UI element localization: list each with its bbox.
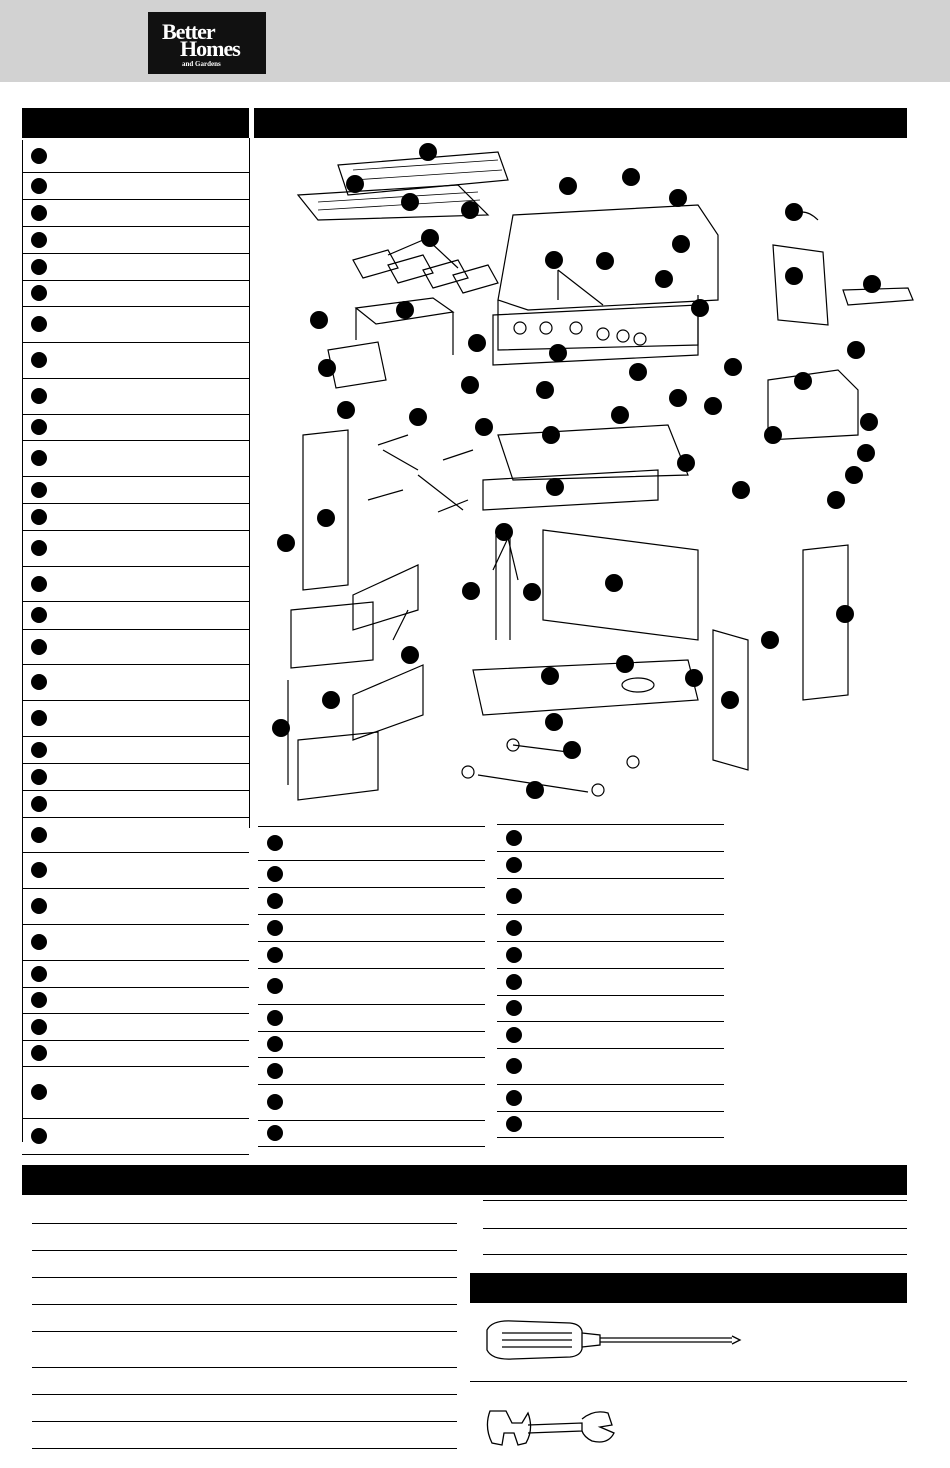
mid-row-9-line	[258, 1084, 485, 1085]
parts-list-header-bar	[22, 108, 249, 138]
mid-row-7-line	[258, 1031, 485, 1032]
left-row-29-line	[22, 1040, 249, 1041]
left-row-15-bullet	[31, 576, 47, 592]
brand-line-3: and Gardens	[182, 60, 221, 68]
left-row-18-bullet	[31, 674, 47, 690]
left-row-11-line	[22, 476, 249, 477]
left-row-23-bullet	[31, 827, 47, 843]
mid-row-1-bullet	[267, 835, 283, 851]
mid-row-3-bullet	[267, 893, 283, 909]
left-row-25-line	[22, 924, 249, 925]
left-row-27-bullet	[31, 966, 47, 982]
mid-row-11-bullet	[267, 1125, 283, 1141]
left-row-7-bullet	[31, 316, 47, 332]
tools-divider	[470, 1381, 907, 1382]
brand-line-1: Better	[162, 19, 215, 44]
hardware-header-bar	[22, 1165, 907, 1195]
left-row-12-line	[22, 503, 249, 504]
left-row-24-line	[22, 888, 249, 889]
mid-row-5-line	[258, 968, 485, 969]
mid-row-2-line	[258, 887, 485, 888]
left-row-5-line	[22, 280, 249, 281]
left-row-13-bullet	[31, 509, 47, 525]
right-row-1-line	[497, 851, 724, 852]
left-row-12-bullet	[31, 482, 47, 498]
left-row-14-bullet	[31, 540, 47, 556]
left-row-9-line	[22, 414, 249, 415]
mid-row-11-line	[258, 1146, 485, 1147]
right-row-1-bullet	[506, 830, 522, 846]
left-row-32-bullet	[31, 1128, 47, 1144]
hardware-left-row-9-line	[32, 1448, 457, 1449]
right-row-4-bullet	[506, 920, 522, 936]
left-row-25-bullet	[31, 898, 47, 914]
left-row-22-bullet	[31, 796, 47, 812]
left-row-9-bullet	[31, 388, 47, 404]
left-row-3-line	[22, 226, 249, 227]
hardware-left-row-8-line	[32, 1421, 457, 1422]
right-row-10-bullet	[506, 1090, 522, 1106]
right-row-3-line	[497, 914, 724, 915]
mid-row-9-bullet	[267, 1063, 283, 1079]
tools-section	[470, 1273, 907, 1458]
mid-row-8-bullet	[267, 1036, 283, 1052]
left-row-10-line	[22, 440, 249, 441]
right-row-3-bullet	[506, 888, 522, 904]
mid-row-3-line	[258, 914, 485, 915]
mid-row-2-bullet	[267, 866, 283, 882]
left-row-21-line	[22, 790, 249, 791]
left-row-17-line	[22, 664, 249, 665]
right-row-4-line	[497, 941, 724, 942]
hardware-right-row-3-line	[483, 1254, 907, 1255]
right-row-9-line	[497, 1084, 724, 1085]
hardware-left-row-2-line	[32, 1250, 457, 1251]
left-row-3-bullet	[31, 205, 47, 221]
left-row-26-line	[22, 960, 249, 961]
mid-row-10-bullet	[267, 1094, 283, 1110]
mid-row-4-line	[258, 941, 485, 942]
left-row-5-bullet	[31, 259, 47, 275]
hardware-left-row-5-line	[32, 1331, 457, 1332]
left-row-1-line	[22, 172, 249, 173]
left-row-29-bullet	[31, 1019, 47, 1035]
left-row-4-line	[22, 253, 249, 254]
left-column-edge	[22, 140, 23, 1142]
hardware-left-row-4-line	[32, 1304, 457, 1305]
diagram-header-bar	[254, 108, 907, 138]
left-row-20-line	[22, 763, 249, 764]
left-row-13-line	[22, 530, 249, 531]
wrench-icon	[482, 1401, 622, 1453]
brand-line-2: Homes	[180, 36, 240, 61]
hardware-left-row-1-line	[32, 1223, 457, 1224]
hardware-left-row-6-line	[32, 1367, 457, 1368]
left-row-31-line	[22, 1118, 249, 1119]
left-row-27-line	[22, 987, 249, 988]
right-row-7-bullet	[506, 1000, 522, 1016]
left-row-20-bullet	[31, 742, 47, 758]
left-row-19-line	[22, 736, 249, 737]
left-row-26-bullet	[31, 934, 47, 950]
left-row-28-bullet	[31, 992, 47, 1008]
left-row-30-line	[22, 1066, 249, 1067]
right-row-6-line	[497, 995, 724, 996]
right-row-5-line	[497, 968, 724, 969]
left-row-8-line	[22, 378, 249, 379]
left-row-8-bullet	[31, 352, 47, 368]
left-row-22-line	[22, 817, 249, 818]
left-row-21-bullet	[31, 769, 47, 785]
left-column-divider	[249, 138, 250, 828]
right-row-6-bullet	[506, 974, 522, 990]
left-row-1-bullet	[31, 148, 47, 164]
left-row-14-line	[22, 566, 249, 567]
brand-logo	[148, 12, 266, 74]
exploded-grill-parts-diagram	[258, 140, 918, 820]
hardware-right-row-1-line	[483, 1200, 907, 1201]
mid-row-6-line	[258, 1004, 485, 1005]
mid-row-top-line	[258, 826, 485, 827]
mid-row-7-bullet	[267, 1010, 283, 1026]
right-row-top-line	[497, 824, 724, 825]
left-row-6-bullet	[31, 285, 47, 301]
right-row-11-line	[497, 1137, 724, 1138]
mid-row-5-bullet	[267, 947, 283, 963]
header-band	[0, 0, 950, 82]
screwdriver-icon	[482, 1315, 744, 1365]
right-row-2-bullet	[506, 857, 522, 873]
left-row-2-line	[22, 199, 249, 200]
left-row-31-bullet	[31, 1084, 47, 1100]
mid-row-10-line	[258, 1120, 485, 1121]
left-row-6-line	[22, 306, 249, 307]
right-row-11-bullet	[506, 1116, 522, 1132]
left-row-30-bullet	[31, 1045, 47, 1061]
left-row-28-line	[22, 1013, 249, 1014]
left-row-2-bullet	[31, 178, 47, 194]
left-row-23-line	[22, 852, 249, 853]
left-row-7-line	[22, 342, 249, 343]
left-row-16-line	[22, 629, 249, 630]
mid-row-8-line	[258, 1057, 485, 1058]
right-row-7-line	[497, 1021, 724, 1022]
left-row-32-line	[22, 1154, 249, 1155]
left-row-15-line	[22, 601, 249, 602]
right-row-8-bullet	[506, 1027, 522, 1043]
hardware-left-row-3-line	[32, 1277, 457, 1278]
left-row-18-line	[22, 700, 249, 701]
mid-row-1-line	[258, 860, 485, 861]
left-row-16-bullet	[31, 607, 47, 623]
right-row-2-line	[497, 878, 724, 879]
right-row-5-bullet	[506, 947, 522, 963]
hardware-right-row-2-line	[483, 1228, 907, 1229]
left-row-17-bullet	[31, 639, 47, 655]
left-row-10-bullet	[31, 419, 47, 435]
mid-row-4-bullet	[267, 920, 283, 936]
left-row-4-bullet	[31, 232, 47, 248]
hardware-left-row-7-line	[32, 1394, 457, 1395]
left-row-11-bullet	[31, 450, 47, 466]
mid-row-6-bullet	[267, 978, 283, 994]
left-row-19-bullet	[31, 710, 47, 726]
right-row-9-bullet	[506, 1058, 522, 1074]
right-row-10-line	[497, 1111, 724, 1112]
right-row-8-line	[497, 1048, 724, 1049]
left-row-24-bullet	[31, 862, 47, 878]
